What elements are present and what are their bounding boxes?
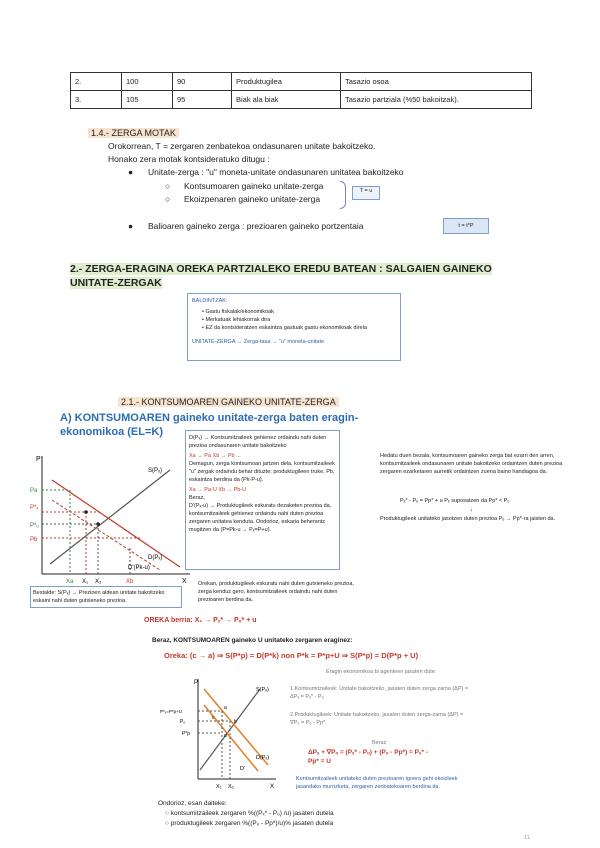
sub-item: Kontsumoaren gaineko unitate-zerga: [184, 181, 324, 191]
price-label: P*ₓ: [30, 505, 39, 511]
beraz-label: Beraz: [372, 740, 387, 746]
formula-box: t = t*P: [443, 218, 489, 234]
table-cell: 100: [122, 73, 173, 91]
subsection-title-a: A) KONTSUMOAREN gaineko unitate-zerga baten eragin-ekonomikoa (EL=K): [60, 412, 359, 438]
price-label: Pb: [30, 537, 38, 543]
bullet-dot: ●: [128, 221, 134, 231]
table-cell: Tasazio partziala (%50 bakoitzak).: [341, 91, 532, 109]
condition-item: • EZ da kontsideratzen eskaintza gastuak gastu ekonomikoak direla: [202, 325, 367, 331]
equilibrium-note: Orekan, produktugileek eskuratu nahi duten gutxieneko prezioa, zerga kenduz gero, kontsumitzaileek ordaindu nahi duten prezioaren berdina da.: [198, 581, 354, 603]
table-row: [71, 73, 532, 91]
table-row: [71, 91, 532, 109]
price-label: P*p: [182, 731, 191, 737]
shifted-demand-curve: [52, 500, 163, 570]
burden-producer: 2.Produktugileek: Unitate bakoitzeko, jasaten duten zerga-zama (ΔP) = ∇Pₒ = Pₒ - Pp*: [290, 712, 464, 726]
table-cell: 2.: [71, 73, 122, 91]
burden-consumer: 1.Kontsumitzaileek: Unitate bakoitzeko, jasaten duten zerga zama (ΔP) = ΔPₓ = Pₓ* - Pₒ: [290, 686, 469, 700]
explanation-line: D(Pₓ) → Kontsumitzaileek gehienez ordaindu nahi duten prezioa ondasunaren unitate bakoitzeko: [189, 435, 327, 449]
demand-curve: [204, 689, 268, 765]
paragraph: Honako zera motak kontsideratuko ditugu :: [108, 154, 270, 164]
supply-demand-graph-2: [160, 675, 280, 795]
explanation-line: Xa → Pa-U Xb → Pb-U: [189, 487, 247, 493]
shifted-demand-label: D': [240, 766, 246, 772]
supply-note-box: Bestalde: S(Pₓ) → Prezioen aldean unitate bakoitzeko eskaini nahi duten gutxieneko prezioa.: [30, 586, 182, 608]
conclusion: Kontsumitzaileek unitateko duten prezioaren igoera gehi ekoizleek jasandako murrizketa, zergaren zenbatekoaren berdina da.: [296, 776, 458, 790]
burden-sum-formula: ΔPₓ + ∇Pₒ = (Pₓ* - Pₒ) + (Pₒ - Pp*) = Pₓ* - Pp* = U: [308, 749, 428, 765]
results-table: [70, 72, 532, 109]
demand-label: D(Pₓ): [256, 755, 270, 761]
table-cell: Biak ala biak: [232, 91, 341, 109]
y-axis-label: P: [36, 456, 41, 463]
shifted-demand-label: D'(Pk-u): [128, 565, 150, 571]
x-axis-label: X: [182, 578, 187, 585]
equilibrium-point: [96, 522, 100, 526]
point-label: a: [224, 705, 227, 711]
point-label: d: [224, 733, 227, 739]
quantity-label: X₁: [216, 784, 222, 790]
oreka-formula: Oreka: (c → a) ⇒ S(P*p) = D(P*k) non P*k = P*p+U ⇒ S(P*p) = D(P*p + U): [164, 651, 419, 660]
explanation-line: Xa → Pa Xb → Pb ...: [189, 453, 241, 459]
point-label: b: [234, 719, 237, 725]
conditions-box: [187, 293, 401, 361]
section-heading-2: [70, 262, 540, 290]
table-cell: Produktugilea: [232, 73, 341, 91]
quantity-label: X₁: [82, 579, 89, 585]
table-cell: 90: [173, 73, 232, 91]
section-heading-1-4: 1.4.- ZERGA MOTAK: [88, 128, 179, 138]
section-heading-text: 2.- ZERGA-ERAGINA OREKA PARTZIALEKO EREDU BATEAN : SALGAIEN GAINEKO UNITATE-ZERGAK: [70, 263, 492, 289]
conditions-title: BALDINTZAK:: [192, 298, 228, 304]
conditions-footer: UNITATE-ZERGA → Zerga-tasa → "u" moneta-unitate: [192, 339, 325, 345]
share-line: ○ produktugileek zergaren %((Pₒ - Pp*)/u)% jasaten dutela: [165, 820, 334, 827]
beraz-line: [152, 637, 352, 644]
bullet-dot: ●: [128, 167, 134, 177]
table-cell: 105: [122, 91, 173, 109]
x-axis-label: X: [270, 784, 275, 790]
circle-bullet: ○: [165, 194, 171, 204]
supply-label: S(Pₓ): [148, 468, 162, 474]
price-label: Pₒ: [180, 719, 186, 725]
right-explanation: Hedatu duen bezala, kontsumoaren gaineko zerga bat ezarri den arren, kontsumitzaileek ondasunaren unitate bakoitzeko ordaintzen duten prezioa zergaren ezarketaren aurretik ordaintzen zuena baino handiagoa da.: [380, 453, 563, 475]
condition-item: • Merkatuak lehiakorrak dira: [202, 317, 271, 323]
table-cell: Tasazio osoa: [341, 73, 532, 91]
y-axis-label: P: [194, 680, 199, 686]
quantity-label: Xb: [126, 579, 134, 585]
circle-bullet: ○: [165, 181, 171, 191]
supply-curve: [50, 470, 170, 564]
explanation-line: Demagun, zerga kontsumoan jartzen dela, kontsumitzaileek "u" zergak ordaindu behar dituzte; produktugileen truke, Pb, eskaintza berdina da (Pk-P-u).: [189, 461, 335, 483]
bullet-text: Unitate-zerga : "u" moneta-unitate ondasunaren unitatea bakoitzeko: [148, 167, 404, 177]
price-label: Pa: [30, 488, 38, 494]
demand-label: D(Pₓ): [148, 555, 163, 561]
right-formula: Pₓ* - Pₒ = Pp* + u Pₓ suposatzen da Pp* < Pₒ: [400, 498, 510, 504]
beraz-text: Beraz, KONTSUMOAREN gaineko U unitateko zergaren eraginez:: [152, 637, 353, 644]
quantity-label: X₂: [95, 579, 102, 585]
paragraph: Orokorrean, T = zergaren zenbatekoa ondasunaren unitate bakoitzeko.: [108, 141, 376, 151]
formula-box: T = u: [352, 186, 380, 200]
price-label: P*ₒ: [30, 523, 39, 529]
page-number: 11: [524, 835, 530, 841]
supply-label: S(Pₓ): [256, 687, 269, 693]
explanation-line: Beraz,: [189, 495, 205, 501]
condition-item: • Gastu fiskalak/ekonomikoak: [202, 309, 274, 315]
bullet-text: Balioaren gaineko zerga : prezioaren gaineko portzentaia: [148, 221, 364, 231]
right-explanation: Produktugileek unitateko jasotzen duten prezioa Pₒ → Pp*-ra jaisten da.: [380, 516, 556, 522]
explanation-line: D'(Pₓ-u) → Produktugileek eskuratu dezaketen prezioa da, kontsumitzaileek gehienez ordaindu nahi duten prezioa zergaren unitatea kenduta. Ondorioz, eskaria beherantz mugitzen da (P=Pk-u → Pₓ=P+u).: [189, 503, 332, 533]
equilibrium-point: [84, 510, 88, 514]
price-label: P*ₓ=P*p+U: [160, 709, 182, 714]
share-line: ○ kontsumitzaileek zergaren %((Pₓ* - Pₒ) /u) jasaten dutela: [165, 810, 334, 817]
sub-item: Ekoizpenaren gaineko unitate-zerga: [184, 194, 321, 204]
supply-demand-graph-1: [30, 452, 195, 587]
section-heading-2-1: 2.1.- KONTSUMOAREN GAINEKO UNITATE-ZERGA: [118, 397, 339, 407]
table-cell: 3.: [71, 91, 122, 109]
ondorioz-line: Ondorioz, esan daiteke:: [158, 800, 227, 807]
explanation-box: [185, 430, 340, 570]
eragin-line: Eragin ekonomikoa bi agenteen jasaten dute:: [326, 669, 437, 675]
table-cell: 95: [173, 91, 232, 109]
brace: [340, 181, 346, 209]
quantity-label: Xa: [66, 579, 74, 585]
new-equilibrium: OREKA berria: X₁ → Pₓ* → Pₒ* + u: [144, 617, 257, 624]
quantity-label: Xₒ: [228, 784, 234, 790]
point-label: c: [212, 715, 215, 721]
arrow-down-icon: ↓: [470, 507, 473, 513]
